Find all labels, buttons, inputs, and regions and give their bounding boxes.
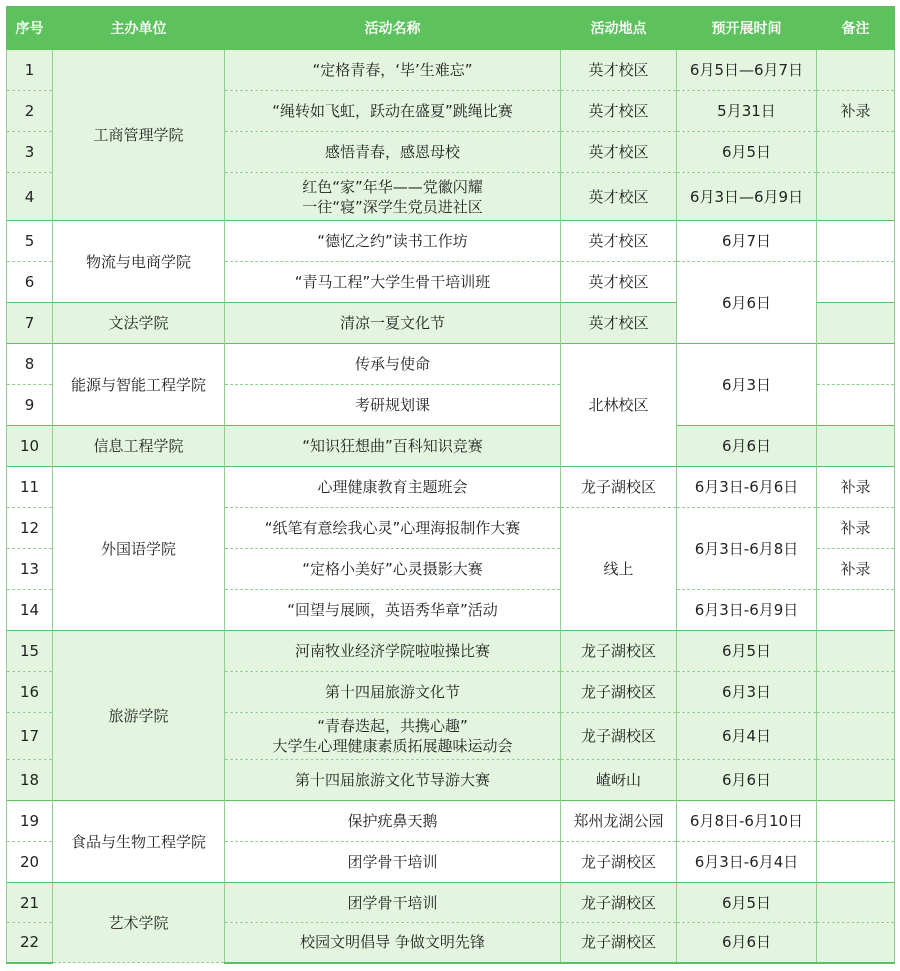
activity-note	[817, 883, 895, 923]
activity-note: 补录	[817, 467, 895, 508]
row-number: 5	[7, 221, 53, 262]
activity-time: 6月3日-6月4日	[677, 842, 817, 883]
activity-location: 线上	[561, 508, 677, 631]
row-number: 18	[7, 760, 53, 801]
row-number: 2	[7, 91, 53, 132]
activity-note	[817, 262, 895, 303]
organizer-cell: 信息工程学院	[53, 426, 225, 467]
table-row	[7, 801, 895, 842]
activity-name: “青马工程”大学生骨干培训班	[225, 262, 561, 303]
activity-name: 河南牧业经济学院啦啦操比赛	[225, 631, 561, 672]
activity-note	[817, 50, 895, 91]
activity-name: 第十四届旅游文化节	[225, 672, 561, 713]
row-number: 11	[7, 467, 53, 508]
activity-name: 校园文明倡导 争做文明先锋	[225, 923, 561, 963]
table-row	[7, 221, 895, 262]
header-note: 备注	[817, 7, 895, 50]
activity-note	[817, 426, 895, 467]
organizer-cell: 物流与电商学院	[53, 221, 225, 303]
header-org: 主办单位	[53, 7, 225, 50]
activity-name: 团学骨干培训	[225, 842, 561, 883]
activity-location: 英才校区	[561, 50, 677, 91]
activity-name: 心理健康教育主题班会	[225, 467, 561, 508]
activity-note	[817, 173, 895, 221]
row-number: 21	[7, 883, 53, 923]
activity-time: 6月3日-6月6日	[677, 467, 817, 508]
activity-name-line: 一往“寝”深学生党员进社区	[302, 197, 483, 216]
activity-name: 感悟青春，感恩母校	[225, 132, 561, 173]
row-number: 15	[7, 631, 53, 672]
activity-note	[817, 132, 895, 173]
row-number: 6	[7, 262, 53, 303]
activity-note: 补录	[817, 91, 895, 132]
activity-location: 龙子湖校区	[561, 883, 677, 923]
activity-location: 龙子湖校区	[561, 713, 677, 760]
activity-name: “绳转如飞虹，跃动在盛夏”跳绳比赛	[225, 91, 561, 132]
activity-note: 补录	[817, 549, 895, 590]
row-number: 16	[7, 672, 53, 713]
activity-note: 补录	[817, 508, 895, 549]
activity-time: 6月5日	[677, 883, 817, 923]
row-number: 17	[7, 713, 53, 760]
activity-time: 6月6日	[677, 262, 817, 344]
row-number: 13	[7, 549, 53, 590]
activity-name: 传承与使命	[225, 344, 561, 385]
activity-name: “德忆之约”读书工作坊	[225, 221, 561, 262]
row-number: 14	[7, 590, 53, 631]
row-number: 8	[7, 344, 53, 385]
activity-location: 郑州龙湖公园	[561, 801, 677, 842]
activity-time: 6月5日—6月7日	[677, 50, 817, 91]
activity-name	[225, 173, 561, 221]
row-number: 7	[7, 303, 53, 344]
activity-name: “回望与展顾，英语秀华章”活动	[225, 590, 561, 631]
activity-time: 6月6日	[677, 426, 817, 467]
organizer-cell: 能源与智能工程学院	[53, 344, 225, 426]
activity-name-line: “青春迭起，共携心趣”	[317, 717, 468, 735]
activity-name: 第十四届旅游文化节导游大赛	[225, 760, 561, 801]
table-row	[7, 344, 895, 385]
activity-note	[817, 590, 895, 631]
activity-location: 英才校区	[561, 173, 677, 221]
header-no: 序号	[7, 7, 53, 50]
organizer-cell: 艺术学院	[53, 883, 225, 963]
activity-time: 6月6日	[677, 923, 817, 963]
activity-time: 6月5日	[677, 631, 817, 672]
activity-note	[817, 221, 895, 262]
activity-location: 龙子湖校区	[561, 923, 677, 963]
activity-note	[817, 344, 895, 385]
activity-location: 英才校区	[561, 262, 677, 303]
organizer-cell: 旅游学院	[53, 631, 225, 801]
activity-name: 团学骨干培训	[225, 883, 561, 923]
activity-note	[817, 713, 895, 760]
row-number: 20	[7, 842, 53, 883]
activity-location: 北林校区	[561, 344, 677, 467]
row-number: 22	[7, 923, 53, 963]
activity-time: 6月5日	[677, 132, 817, 173]
activity-time: 6月4日	[677, 713, 817, 760]
header-location: 活动地点	[561, 7, 677, 50]
activity-time: 6月3日—6月9日	[677, 173, 817, 221]
activity-time: 6月3日	[677, 672, 817, 713]
organizer-cell: 文法学院	[53, 303, 225, 344]
table-row	[7, 883, 895, 923]
activity-location: 龙子湖校区	[561, 467, 677, 508]
activity-schedule-table	[6, 6, 895, 964]
activity-time: 6月3日-6月8日	[677, 508, 817, 590]
activity-note	[817, 385, 895, 426]
table-row	[7, 50, 895, 91]
activity-location: 英才校区	[561, 91, 677, 132]
row-number: 19	[7, 801, 53, 842]
organizer-cell: 食品与生物工程学院	[53, 801, 225, 883]
activity-time: 6月6日	[677, 760, 817, 801]
activity-location: 英才校区	[561, 221, 677, 262]
row-number: 1	[7, 50, 53, 91]
activity-location: 龙子湖校区	[561, 631, 677, 672]
activity-location: 龙子湖校区	[561, 672, 677, 713]
activity-time: 6月8日-6月10日	[677, 801, 817, 842]
activity-note	[817, 923, 895, 963]
activity-location: 英才校区	[561, 303, 677, 344]
activity-name: “定格小美好”心灵摄影大赛	[225, 549, 561, 590]
activity-time: 6月7日	[677, 221, 817, 262]
activity-note	[817, 631, 895, 672]
activity-note	[817, 303, 895, 344]
activity-location: 龙子湖校区	[561, 842, 677, 883]
activity-time: 6月3日-6月9日	[677, 590, 817, 631]
organizer-cell: 工商管理学院	[53, 50, 225, 221]
activity-name: “知识狂想曲”百科知识竞赛	[225, 426, 561, 467]
row-number: 9	[7, 385, 53, 426]
activity-location: 嵖岈山	[561, 760, 677, 801]
table-row	[7, 426, 895, 467]
header-name: 活动名称	[225, 7, 561, 50]
activity-name: “纸笔有意绘我心灵”心理海报制作大赛	[225, 508, 561, 549]
activity-name: 考研规划课	[225, 385, 561, 426]
activity-time: 6月3日	[677, 344, 817, 426]
activity-name: “定格青春，‘毕’生难忘”	[225, 50, 561, 91]
activity-name-line: 红色“家”年华——党徽闪耀	[302, 177, 483, 196]
row-number: 12	[7, 508, 53, 549]
organizer-cell: 外国语学院	[53, 467, 225, 631]
row-number: 4	[7, 173, 53, 221]
activity-name-line: 大学生心理健康素质拓展趣味运动会	[272, 737, 513, 755]
activity-note	[817, 672, 895, 713]
activity-name: 保护疣鼻天鹅	[225, 801, 561, 842]
activity-name	[225, 713, 561, 760]
activity-note	[817, 760, 895, 801]
row-number: 3	[7, 132, 53, 173]
header-row	[7, 7, 895, 50]
activity-location: 英才校区	[561, 132, 677, 173]
activity-time: 5月31日	[677, 91, 817, 132]
header-time: 预开展时间	[677, 7, 817, 50]
table-row	[7, 631, 895, 672]
activity-name: 清凉一夏文化节	[225, 303, 561, 344]
table-row	[7, 467, 895, 508]
activity-note	[817, 842, 895, 883]
activity-note	[817, 801, 895, 842]
row-number: 10	[7, 426, 53, 467]
